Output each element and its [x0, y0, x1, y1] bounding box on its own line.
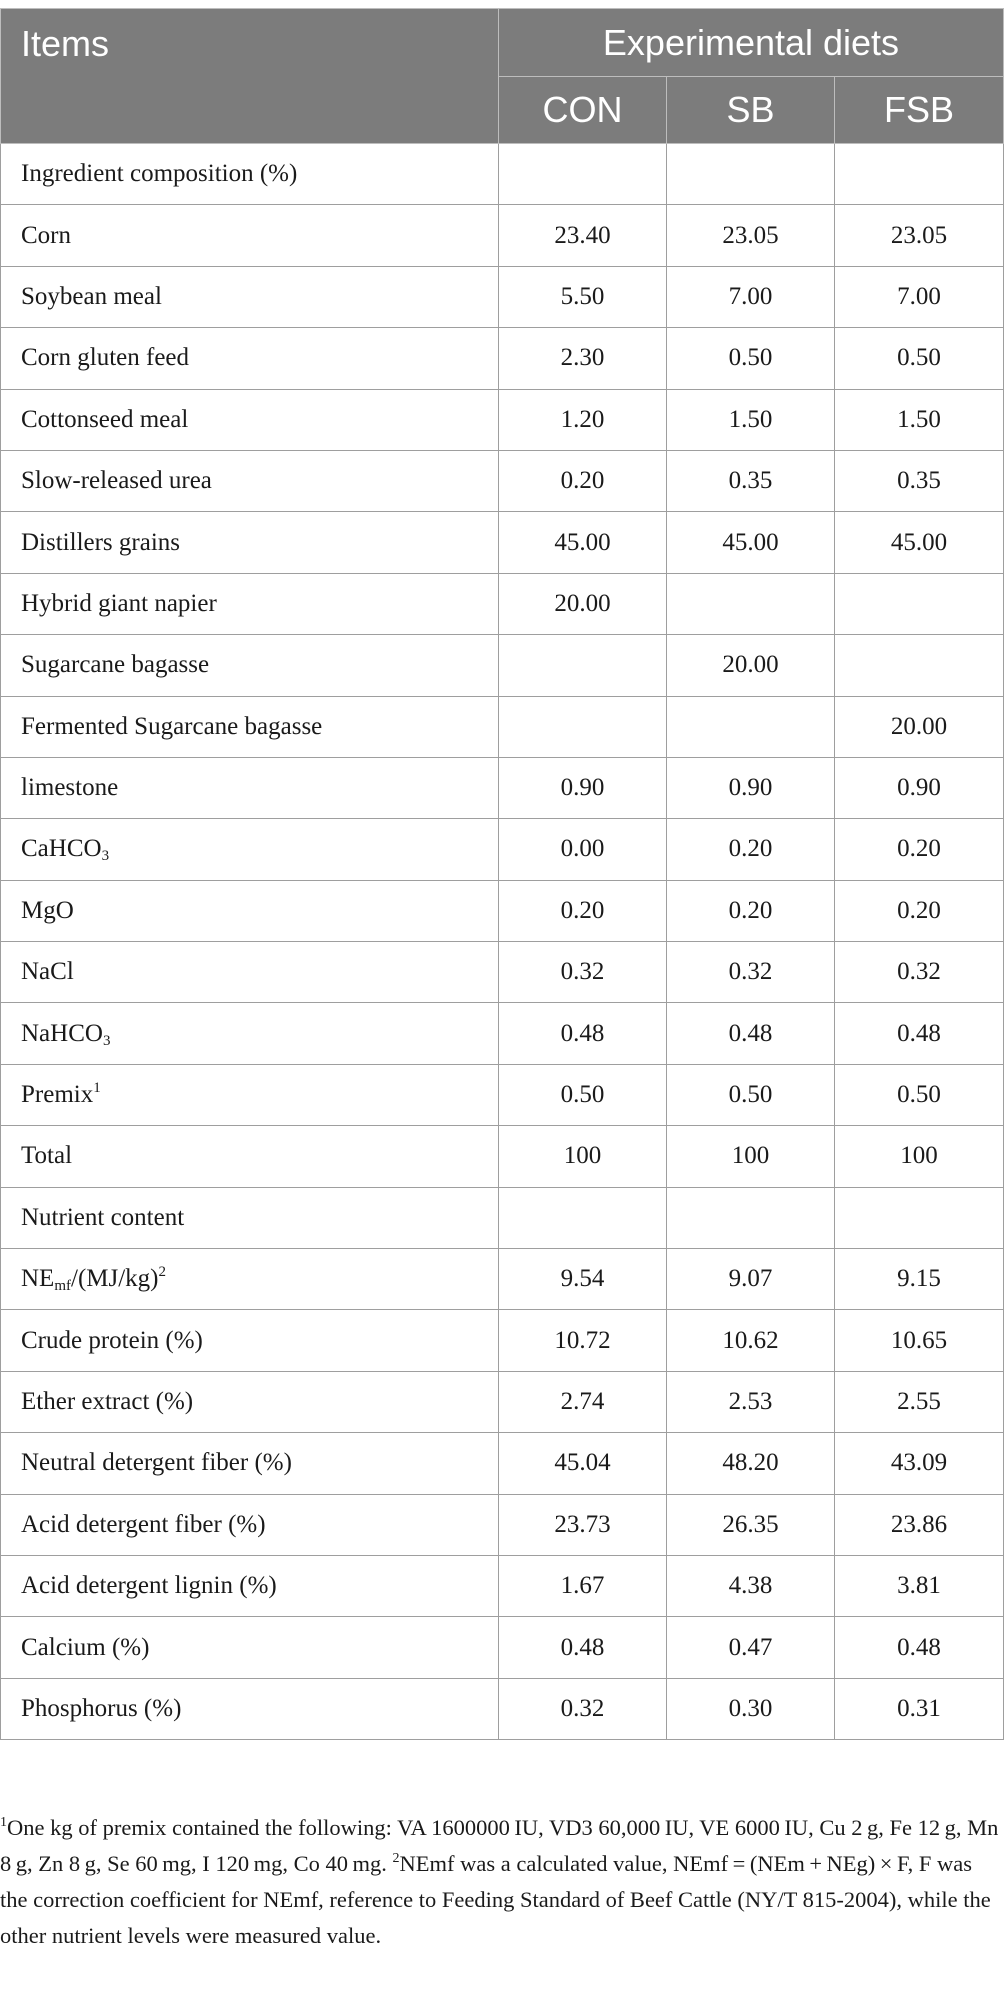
row-label-cell	[1, 1555, 499, 1616]
value-cell-fsb: 0.35	[835, 450, 1004, 511]
header-col-sb: SB	[667, 77, 835, 144]
row-label-footnote-mark: 2	[158, 1264, 166, 1281]
table-row	[1, 512, 1004, 573]
value-cell-con: 1.67	[499, 1555, 667, 1616]
value-cell-sb: 0.20	[667, 819, 835, 880]
value-cell-con: 9.54	[499, 1249, 667, 1310]
value-cell-sb: 9.07	[667, 1249, 835, 1310]
row-label-cell	[1, 819, 499, 880]
row-label-cell	[1, 450, 499, 511]
value-cell-con: 10.72	[499, 1310, 667, 1371]
table-row	[1, 1064, 1004, 1125]
row-label: Soybean meal	[21, 282, 162, 310]
row-label: Distillers grains	[21, 528, 181, 556]
value-cell-con: 0.48	[499, 1617, 667, 1678]
value-cell-con	[499, 635, 667, 696]
row-label-cell	[1, 1433, 499, 1494]
value-cell-fsb: 0.50	[835, 328, 1004, 389]
value-cell-sb: 0.48	[667, 1003, 835, 1064]
row-label: NE	[21, 1265, 55, 1293]
value-cell-fsb: 20.00	[835, 696, 1004, 757]
table-header	[1, 9, 1004, 144]
table-body	[1, 144, 1004, 1740]
value-cell-sb: 0.50	[667, 328, 835, 389]
experimental-diets-table	[0, 8, 1004, 1740]
value-cell-fsb: 0.32	[835, 942, 1004, 1003]
table-row	[1, 880, 1004, 941]
table-row	[1, 1187, 1004, 1248]
table-row	[1, 1310, 1004, 1371]
row-label: Sugarcane bagasse	[21, 651, 210, 679]
row-label-subscript: mf	[54, 1278, 71, 1295]
value-cell-con	[499, 696, 667, 757]
table-row	[1, 757, 1004, 818]
header-items: Items	[1, 9, 499, 144]
header-row-group	[1, 9, 1004, 77]
table-row	[1, 266, 1004, 327]
value-cell-sb: 0.20	[667, 880, 835, 941]
footnote-text-2: NEmf was a calculated value, NEmf = (NEm + NEg) × F, F was the correction coefficient for NEmf, reference to Feeding Standard of Beef Cattle (NY/T 815-2004), while the other nutrient levels were measured value.	[0, 1851, 991, 1948]
value-cell-sb: 0.30	[667, 1678, 835, 1739]
row-label: Corn gluten feed	[21, 344, 190, 372]
value-cell-con: 23.73	[499, 1494, 667, 1555]
value-cell-sb: 10.62	[667, 1310, 835, 1371]
value-cell-sb: 4.38	[667, 1555, 835, 1616]
value-cell-fsb: 0.50	[835, 1064, 1004, 1125]
row-label: Fermented Sugarcane bagasse	[21, 712, 323, 740]
table-row	[1, 1678, 1004, 1739]
row-label: Premix	[21, 1081, 94, 1109]
header-col-con: CON	[499, 77, 667, 144]
value-cell-sb: 1.50	[667, 389, 835, 450]
row-label-cell	[1, 942, 499, 1003]
row-label: Ether extract (%)	[21, 1388, 194, 1415]
value-cell-fsb	[835, 1187, 1004, 1248]
row-label-cell	[1, 1678, 499, 1739]
row-label: Hybrid giant napier	[21, 589, 217, 617]
row-label: Cottonseed meal	[21, 405, 189, 433]
row-label-subscript: 3	[101, 848, 110, 865]
value-cell-sb	[667, 144, 835, 205]
value-cell-fsb: 0.48	[835, 1617, 1004, 1678]
table-row	[1, 1249, 1004, 1310]
row-label: CaHCO	[21, 835, 102, 863]
row-label: Nutrient content	[21, 1203, 185, 1231]
row-label-footnote-mark: 1	[93, 1080, 101, 1097]
row-label-cell	[1, 635, 499, 696]
value-cell-fsb: 2.55	[835, 1371, 1004, 1432]
value-cell-fsb	[835, 144, 1004, 205]
row-label-cell	[1, 880, 499, 941]
table-row	[1, 328, 1004, 389]
row-label-cell	[1, 1003, 499, 1064]
value-cell-fsb: 10.65	[835, 1310, 1004, 1371]
row-label-subscript: 3	[102, 1032, 111, 1049]
table-row	[1, 450, 1004, 511]
value-cell-fsb: 0.20	[835, 880, 1004, 941]
value-cell-con	[499, 144, 667, 205]
value-cell-con	[499, 1187, 667, 1248]
table-row	[1, 389, 1004, 450]
row-label: Neutral detergent fiber (%)	[21, 1449, 292, 1477]
value-cell-sb: 20.00	[667, 635, 835, 696]
row-label: Total	[21, 1142, 73, 1170]
row-label: Acid detergent lignin (%)	[21, 1572, 277, 1600]
row-label-cell	[1, 266, 499, 327]
value-cell-con: 0.48	[499, 1003, 667, 1064]
value-cell-sb: 45.00	[667, 512, 835, 573]
row-label-cell	[1, 389, 499, 450]
value-cell-fsb: 9.15	[835, 1249, 1004, 1310]
value-cell-con: 0.90	[499, 757, 667, 818]
value-cell-con: 100	[499, 1126, 667, 1187]
table-row	[1, 1126, 1004, 1187]
row-label-cell	[1, 1371, 499, 1432]
table-row	[1, 819, 1004, 880]
row-label-cell	[1, 1126, 499, 1187]
row-label-cell	[1, 1064, 499, 1125]
value-cell-con: 5.50	[499, 266, 667, 327]
value-cell-fsb: 23.86	[835, 1494, 1004, 1555]
value-cell-con: 45.04	[499, 1433, 667, 1494]
value-cell-sb: 2.53	[667, 1371, 835, 1432]
value-cell-fsb: 1.50	[835, 389, 1004, 450]
row-label-cell	[1, 573, 499, 634]
value-cell-fsb	[835, 635, 1004, 696]
value-cell-con: 23.40	[499, 205, 667, 266]
row-label-cell	[1, 696, 499, 757]
table-row	[1, 1433, 1004, 1494]
value-cell-con: 2.30	[499, 328, 667, 389]
footnote-mark-1: 1	[0, 1815, 7, 1830]
row-label-cell	[1, 1494, 499, 1555]
value-cell-sb: 7.00	[667, 266, 835, 327]
table-row	[1, 144, 1004, 205]
row-label-cell	[1, 1187, 499, 1248]
row-label-cell	[1, 205, 499, 266]
value-cell-sb: 0.35	[667, 450, 835, 511]
row-label: limestone	[21, 774, 119, 802]
value-cell-sb	[667, 573, 835, 634]
row-label: Calcium (%)	[21, 1633, 150, 1661]
row-label: Corn	[21, 221, 71, 249]
value-cell-sb: 100	[667, 1126, 835, 1187]
value-cell-con: 0.20	[499, 880, 667, 941]
value-cell-sb	[667, 1187, 835, 1248]
row-label-cell	[1, 328, 499, 389]
value-cell-fsb: 3.81	[835, 1555, 1004, 1616]
value-cell-con: 2.74	[499, 1371, 667, 1432]
value-cell-con: 1.20	[499, 389, 667, 450]
value-cell-con: 0.00	[499, 819, 667, 880]
table-row	[1, 1371, 1004, 1432]
footnote-mark-2: 2	[392, 1851, 400, 1866]
value-cell-sb: 23.05	[667, 205, 835, 266]
row-label-cell	[1, 757, 499, 818]
value-cell-fsb: 0.20	[835, 819, 1004, 880]
footnote-text-1: One kg of premix contained the following: VA 1600000 IU, VD3 60,000 IU, VE 6000 IU, Cu 2 g, Fe 12 g, Mn 8 g, Zn 8 g, Se 60 mg, I 120 mg, Co 40 mg.	[0, 1815, 999, 1876]
table-row	[1, 1494, 1004, 1555]
value-cell-con: 0.20	[499, 450, 667, 511]
table-row	[1, 942, 1004, 1003]
value-cell-con: 20.00	[499, 573, 667, 634]
table-row	[1, 205, 1004, 266]
value-cell-fsb: 23.05	[835, 205, 1004, 266]
row-label-suffix: /(MJ/kg)	[71, 1265, 159, 1293]
row-label: MgO	[21, 896, 74, 924]
value-cell-sb	[667, 696, 835, 757]
value-cell-fsb: 0.90	[835, 757, 1004, 818]
value-cell-fsb: 100	[835, 1126, 1004, 1187]
value-cell-sb: 48.20	[667, 1433, 835, 1494]
value-cell-fsb: 0.31	[835, 1678, 1004, 1739]
value-cell-sb: 0.50	[667, 1064, 835, 1125]
row-label-cell	[1, 1617, 499, 1678]
row-label: Phosphorus (%)	[21, 1694, 182, 1722]
table-footnote	[0, 1810, 1003, 1954]
value-cell-fsb: 0.48	[835, 1003, 1004, 1064]
table-row	[1, 1003, 1004, 1064]
header-experimental-diets: Experimental diets	[499, 9, 1004, 77]
row-label-cell	[1, 144, 499, 205]
row-label: Ingredient composition (%)	[21, 160, 298, 188]
row-label: Acid detergent fiber (%)	[21, 1510, 266, 1538]
row-label: Crude protein (%)	[21, 1326, 203, 1354]
row-label-cell	[1, 1249, 499, 1310]
row-label: NaCl	[21, 958, 74, 986]
value-cell-fsb	[835, 573, 1004, 634]
row-label: NaHCO	[21, 1019, 103, 1047]
row-label-cell	[1, 512, 499, 573]
value-cell-fsb: 43.09	[835, 1433, 1004, 1494]
value-cell-sb: 0.47	[667, 1617, 835, 1678]
value-cell-fsb: 7.00	[835, 266, 1004, 327]
table-row	[1, 1555, 1004, 1616]
table-row	[1, 635, 1004, 696]
value-cell-con: 0.50	[499, 1064, 667, 1125]
header-col-fsb: FSB	[835, 77, 1004, 144]
table-row	[1, 573, 1004, 634]
value-cell-fsb: 45.00	[835, 512, 1004, 573]
value-cell-sb: 26.35	[667, 1494, 835, 1555]
value-cell-con: 45.00	[499, 512, 667, 573]
table-row	[1, 696, 1004, 757]
value-cell-sb: 0.90	[667, 757, 835, 818]
value-cell-sb: 0.32	[667, 942, 835, 1003]
row-label-cell	[1, 1310, 499, 1371]
value-cell-con: 0.32	[499, 942, 667, 1003]
value-cell-con: 0.32	[499, 1678, 667, 1739]
table-row	[1, 1617, 1004, 1678]
row-label: Slow-released urea	[21, 467, 212, 495]
